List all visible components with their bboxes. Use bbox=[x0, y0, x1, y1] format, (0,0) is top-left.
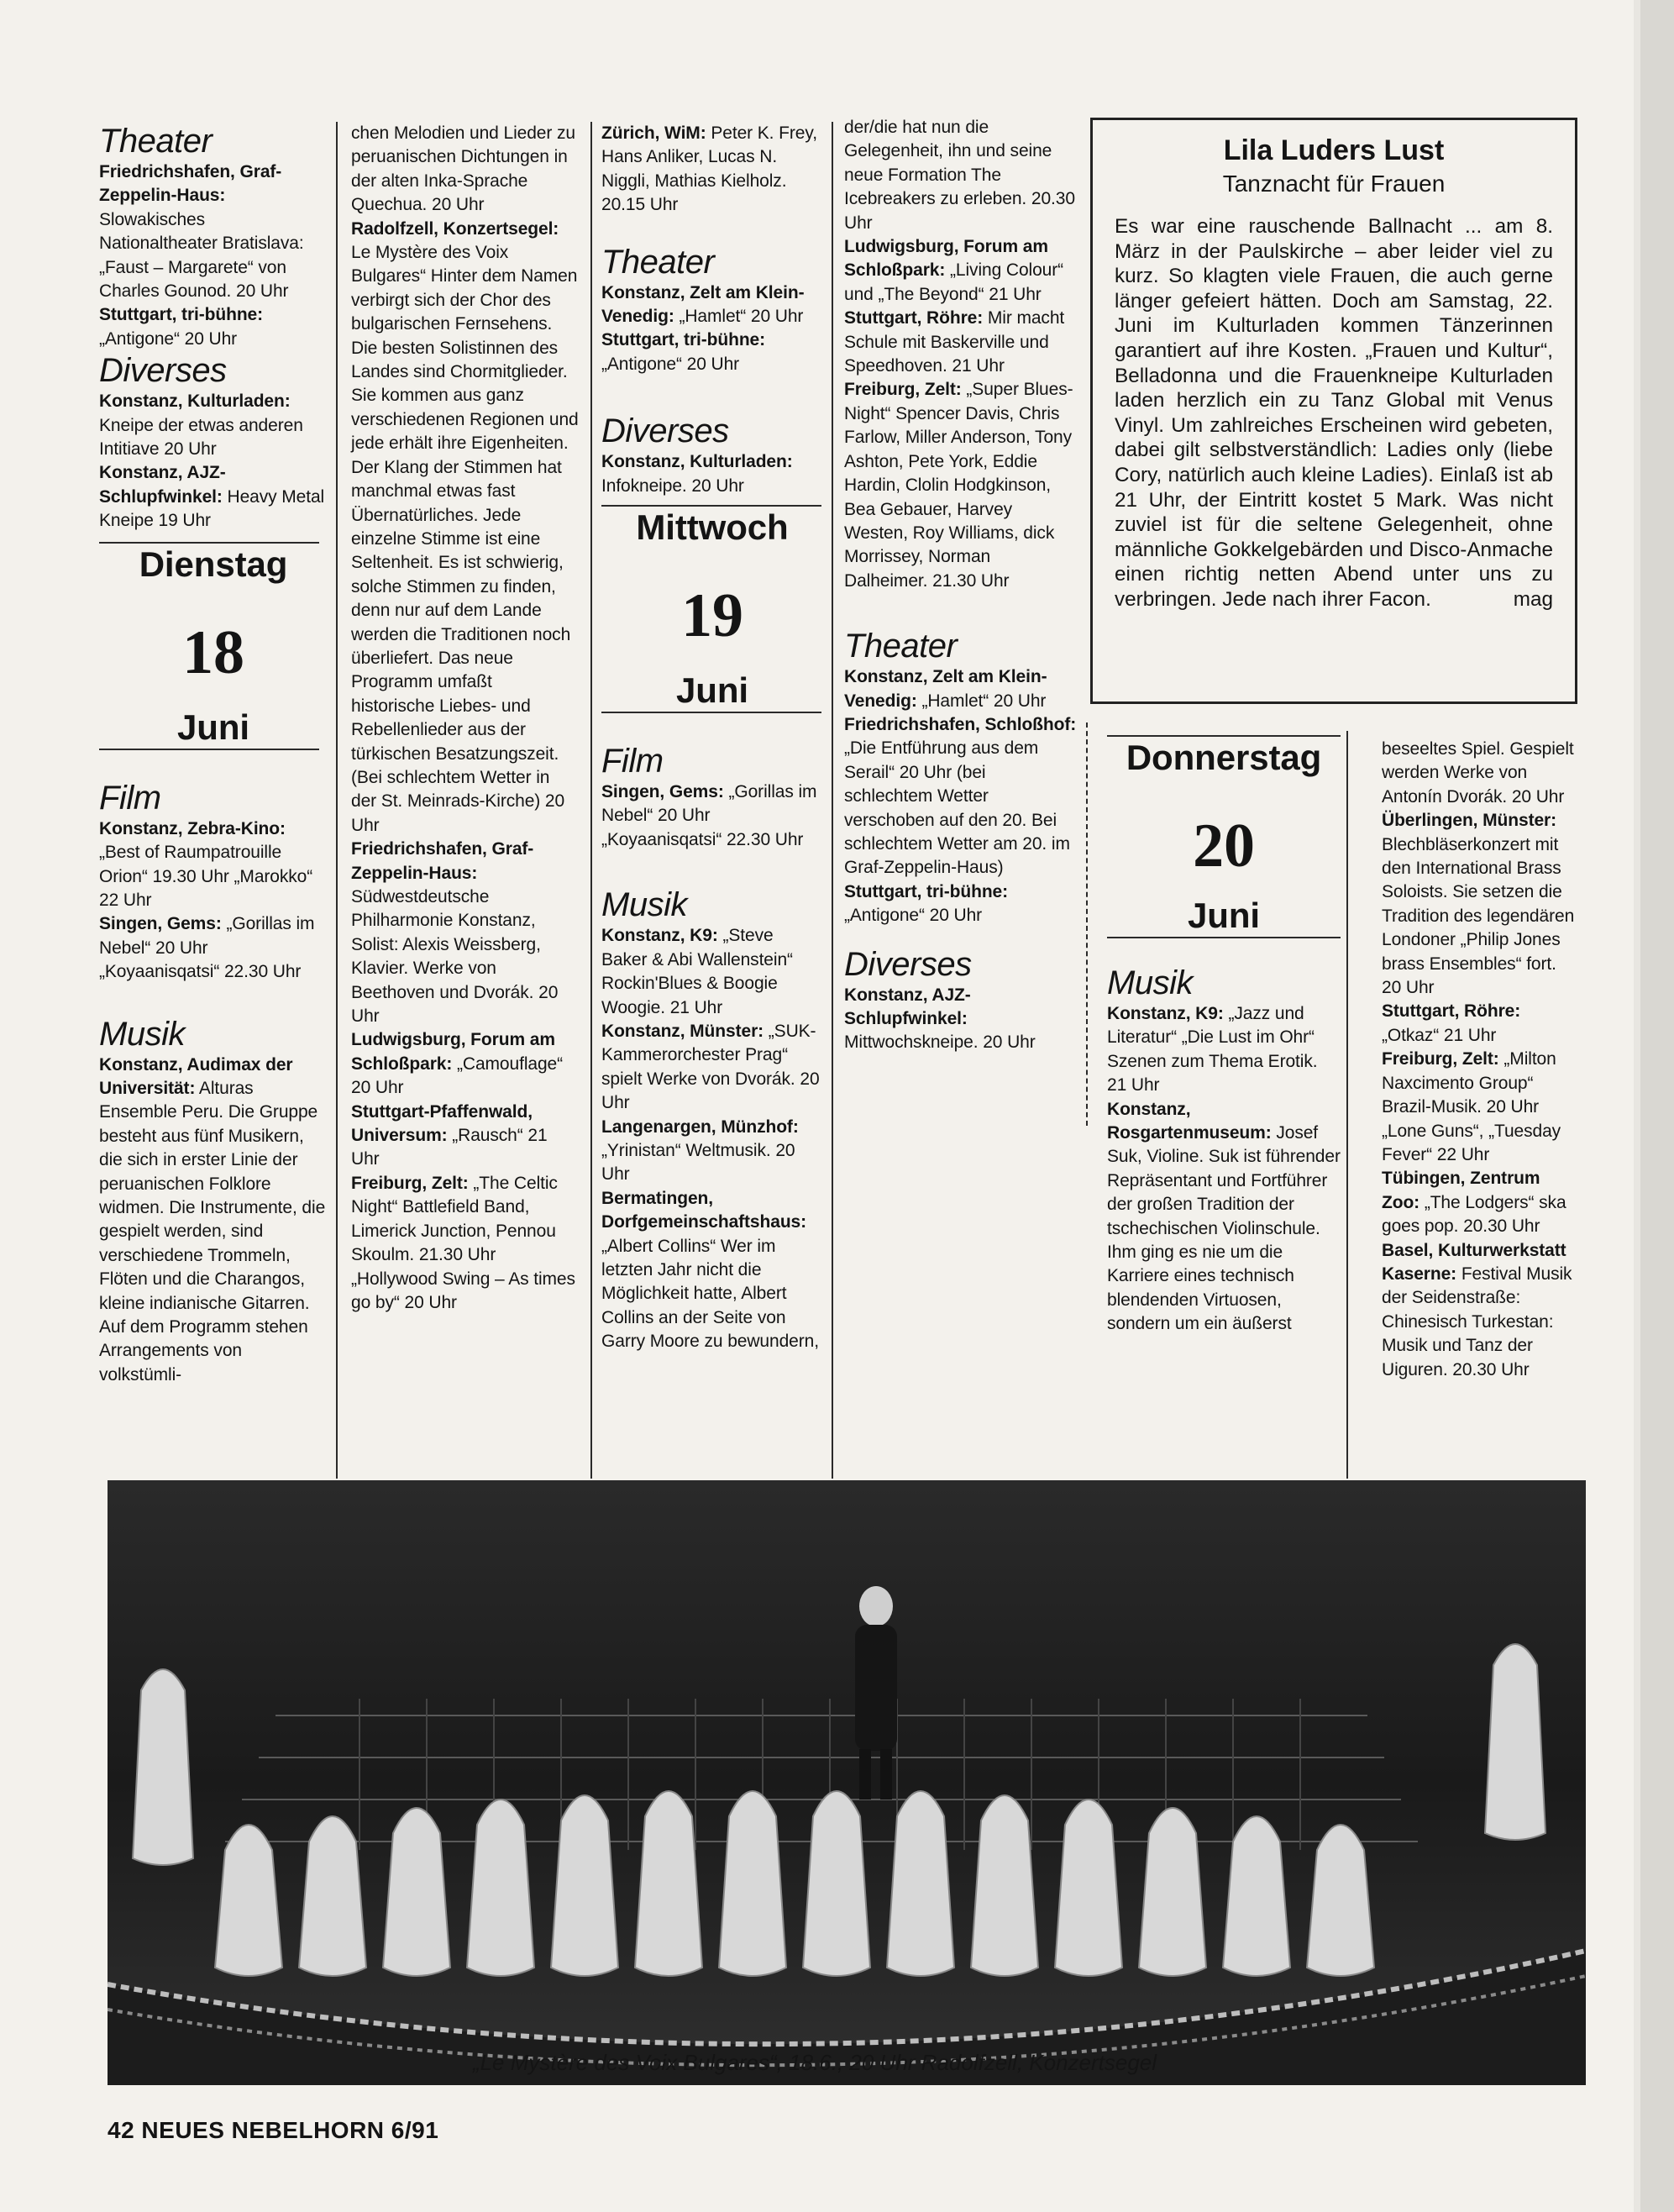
day-month: Juni bbox=[177, 707, 249, 747]
venue-label: Friedrichshafen, Graf-Zeppelin-Haus: bbox=[351, 839, 534, 883]
venue-label: Konstanz, Zebra-Kino: bbox=[99, 818, 286, 838]
venue-label: Singen, Gems: bbox=[601, 782, 724, 802]
listing-entry bbox=[1107, 1002, 1341, 1098]
feature-box bbox=[1090, 118, 1577, 704]
event-text: Le Mystère des Voix Bulgares“ Hinter dem Namen verbirgt sich der Chor des bulgarischen Fernsehens. Die besten Solistinnen des Landes sind Chormitglieder. Sie kommen aus ganz verschiedenen Regionen und jede erhält ihre Eigenheiten. Der Klang der Stimmen hat manchmal etwas fast Übernatürliches. Jede einzelne Stimme ist eine Seltenheit. Es ist schwierig, solche Stimmen zu finden, denn nur auf dem Lande werden die Traditionen noch überliefert. Das neue Programm umfaßt historische Liebes- und Rebellenlieder aus der türkischen Besatzungszeit.(Bei schlechtem Wetter in der St. Meinrads-Kirche) 20 Uhr bbox=[351, 243, 579, 835]
section-heading-theater: Theater bbox=[601, 243, 715, 281]
listing-entry bbox=[351, 1101, 580, 1172]
event-text: „Yrinistan“ Weltmusik. 20 Uhr bbox=[601, 1140, 795, 1185]
day-number: 19 bbox=[681, 581, 743, 651]
listing-entry bbox=[99, 817, 328, 913]
page-edge bbox=[1640, 0, 1674, 2212]
listing-entry bbox=[99, 160, 328, 303]
venue-label: Singen, Gems: bbox=[99, 914, 222, 934]
venue-label: Konstanz, Zelt am Klein-Venedig: bbox=[844, 667, 1047, 711]
entry-list bbox=[1382, 738, 1580, 1382]
venue-label: Konstanz, AJZ-Schlupfwinkel: bbox=[844, 985, 971, 1028]
section-heading-diverses: Diverses bbox=[601, 412, 729, 450]
day-rule-top bbox=[601, 505, 821, 507]
event-text: „Antigone“ 20 Uhr bbox=[844, 906, 983, 926]
entry-list bbox=[601, 122, 823, 218]
listing-entry bbox=[844, 116, 1078, 235]
entry-list bbox=[844, 116, 1078, 593]
photo-caption: „Le Mystère des Voix Bulgares“, 18.6., 20 Uhr Radolfzell, Konzertsegel bbox=[472, 2050, 1157, 2075]
event-text: Blechbläserkonzert mit den International Brass Soloists. Sie setzen die Tradition des legendären Londoner „Philip Jones brass Ensembles“ fort. 20 Uhr bbox=[1382, 834, 1575, 998]
listing-entry bbox=[844, 880, 1078, 928]
event-text: „Milton Naxcimento Group“ Brazil-Musik. 20 Uhr „Lone Guns“, „Tuesday Fever“ 22 Uhr bbox=[1382, 1049, 1561, 1164]
listing-entry bbox=[1382, 1167, 1580, 1238]
section-heading-theater: Theater bbox=[844, 628, 958, 665]
event-text: „Albert Collins“ Wer im letzten Jahr nicht die Möglichkeit hatte, Albert Collins an der Seite von Garry Moore zu bewundern, bbox=[601, 1236, 819, 1352]
event-text: „Rausch“ 21 Uhr bbox=[351, 1126, 548, 1169]
listing-entry bbox=[844, 665, 1078, 713]
venue-label: Stuttgart, Röhre: bbox=[1382, 1001, 1521, 1022]
column-3 bbox=[601, 122, 823, 1354]
listing-entry bbox=[601, 780, 823, 852]
entry-list bbox=[99, 817, 328, 985]
section-heading-musik: Musik bbox=[601, 886, 687, 924]
section-heading-diverses: Diverses bbox=[844, 945, 972, 983]
entry-list bbox=[99, 390, 328, 533]
venue-label: Ludwigsburg, Forum am Schloßpark: bbox=[351, 1030, 555, 1074]
day-weekday: Donnerstag bbox=[1126, 738, 1322, 777]
listing-entry bbox=[844, 378, 1078, 593]
venue-label: Konstanz, Zelt am Klein-Venedig: bbox=[601, 282, 805, 327]
listing-entry bbox=[601, 1187, 823, 1354]
section-heading-diverses: Diverses bbox=[99, 352, 227, 390]
venue-label: Bermatingen, Dorfgemeinschaftshaus: bbox=[601, 1188, 807, 1232]
entry-list bbox=[601, 924, 823, 1353]
section-heading-film: Film bbox=[601, 743, 664, 780]
event-text: „Jazz und Literatur“ „Die Lust im Ohr“ Szenen zum Thema Erotik. 21 Uhr bbox=[1107, 1004, 1318, 1095]
listing-entry bbox=[601, 281, 823, 329]
listing-entry bbox=[844, 307, 1078, 378]
listing-entry bbox=[844, 713, 1078, 880]
entry-list bbox=[99, 1053, 328, 1388]
listing-entry bbox=[601, 122, 823, 218]
page-edge-inner bbox=[1634, 0, 1640, 2212]
listing-entry bbox=[601, 328, 823, 376]
event-text: „Otkaz“ 21 Uhr bbox=[1382, 1025, 1497, 1045]
venue-label: Freiburg, Zelt: bbox=[844, 380, 962, 400]
listing-entry bbox=[99, 461, 328, 533]
event-text: „Hamlet“ 20 Uhr bbox=[916, 691, 1047, 711]
venue-label: Konstanz, Audimax der Universität: bbox=[99, 1054, 293, 1098]
entry-list bbox=[844, 665, 1078, 927]
venue-label: Konstanz, Münster: bbox=[601, 1021, 764, 1041]
event-text: „Living Colour“ und „The Beyond“ 21 Uhr bbox=[844, 260, 1064, 304]
event-text: „Steve Baker & Abi Wallenstein“ Rockin'Blues & Boogie Woogie. 21 Uhr bbox=[601, 926, 793, 1017]
event-text: der/die hat nun die Gelegenheit, ihn und seine neue Formation The Icebreakers zu erleben. 20.30 Uhr bbox=[844, 118, 1075, 233]
event-text: Josef Suk, Violine. Suk ist führender Repräsentant und Fortführer der großen Tradition der tschechischen Violinschule. Ihm ging es nie um die Karriere eines technisch blendenden Virtuosen, sondern um ein äußerst bbox=[1107, 1123, 1341, 1334]
column-2 bbox=[351, 122, 580, 1315]
column-4 bbox=[844, 116, 1078, 1055]
event-text: „Camouflage“ 20 Uhr bbox=[351, 1053, 564, 1098]
venue-label: Zürich, WiM: bbox=[601, 123, 706, 143]
entry-list bbox=[601, 450, 823, 498]
venue-label: Konstanz, Kulturladen: bbox=[601, 452, 793, 472]
listing-entry bbox=[1382, 738, 1580, 809]
listing-entry bbox=[351, 1172, 580, 1315]
column-6 bbox=[1382, 738, 1580, 1382]
page-footer: 42 NEUES NEBELHORN 6/91 bbox=[108, 2117, 439, 2143]
column-rule-2 bbox=[590, 122, 592, 1479]
section-heading-musik: Musik bbox=[99, 1015, 185, 1053]
venue-label: Konstanz, Kulturladen: bbox=[99, 391, 291, 412]
day-rule-bottom bbox=[601, 712, 821, 713]
choir-photo-illustration bbox=[108, 1480, 1586, 2085]
section-heading-theater: Theater bbox=[99, 123, 213, 160]
event-text: „Hamlet“ 20 Uhr bbox=[674, 307, 804, 327]
listing-entry bbox=[351, 122, 580, 218]
section-heading-film: Film bbox=[99, 779, 161, 817]
listing-entry bbox=[1382, 809, 1580, 1000]
event-text: beseeltes Spiel. Gespielt werden Werke von Antonín Dvorák. 20 Uhr bbox=[1382, 739, 1574, 807]
column-rule-4 bbox=[1086, 722, 1088, 1126]
event-text: Infokneipe. 20 Uhr bbox=[601, 476, 744, 496]
section-heading-musik: Musik bbox=[1107, 964, 1193, 1001]
event-text: „The Lodgers“ ska goes pop. 20.30 Uhr bbox=[1382, 1192, 1566, 1237]
venue-label: Konstanz, Rosgartenmuseum: bbox=[1107, 1099, 1272, 1143]
entry-list bbox=[351, 122, 580, 1315]
venue-label: Stuttgart, tri-bühne: bbox=[99, 305, 264, 325]
event-text: Südwestdeutsche Philharmonie Konstanz, Solist: Alexis Weissberg, Klavier. Werke von Beethoven und Dvorák. 20 Uhr bbox=[351, 887, 559, 1027]
venue-label: Konstanz, K9: bbox=[601, 926, 718, 946]
column-rule-5 bbox=[1346, 731, 1348, 1479]
event-text: „SUK-Kammerorchester Prag“ spielt Werke von Dvorák. 20 Uhr bbox=[601, 1021, 820, 1113]
box-author: mag bbox=[1513, 587, 1553, 611]
choir-photo bbox=[108, 1480, 1586, 2085]
listing-entry bbox=[844, 235, 1078, 307]
venue-label: Langenargen, Münzhof: bbox=[601, 1117, 799, 1137]
day-weekday: Dienstag bbox=[139, 544, 288, 584]
event-text: Peter K. Frey, Hans Anliker, Lucas N. Niggli, Mathias Kielholz. 20.15 Uhr bbox=[601, 123, 817, 215]
box-title: Lila Luders Lust bbox=[1223, 134, 1445, 166]
entry-list bbox=[99, 160, 328, 351]
event-text: Slowakisches Nationaltheater Bratislava: „Faust – Margarete“ von Charles Gounod. 20 Uhr bbox=[99, 209, 304, 302]
venue-label: Radolfzell, Konzertsegel: bbox=[351, 218, 559, 239]
venue-label: Basel, Kulturwerkstatt Kaserne: bbox=[1382, 1240, 1566, 1284]
event-text: „Antigone“ 20 Uhr bbox=[99, 328, 238, 349]
column-rule-3 bbox=[832, 122, 833, 1479]
event-text: „Gorillas im Nebel“ 20 Uhr „Koyaanisqatsi“ 22.30 Uhr bbox=[99, 914, 315, 982]
column-rule-1 bbox=[336, 122, 338, 1479]
event-text: Heavy Metal Kneipe 19 Uhr bbox=[99, 486, 325, 531]
listing-entry bbox=[601, 924, 823, 1020]
day-number: 18 bbox=[182, 617, 244, 687]
event-text: chen Melodien und Lieder zu peruanischen Dichtungen in der alten Inka-Sprache Quechua. 20 Uhr bbox=[351, 123, 575, 215]
event-text: Mir macht Schule mit Baskerville und Speedhoven. 21 Uhr bbox=[844, 308, 1065, 376]
day-rule-top bbox=[99, 542, 319, 544]
column-5 bbox=[1107, 735, 1341, 1337]
event-text: Kneipe der etwas anderen Intitiave 20 Uhr bbox=[99, 415, 303, 460]
venue-label: Freiburg, Zelt: bbox=[1382, 1049, 1499, 1069]
venue-label: Friedrichshafen, Graf-Zeppelin-Haus: bbox=[99, 162, 282, 206]
day-rule-top bbox=[1107, 735, 1341, 737]
venue-label: Konstanz, K9: bbox=[1107, 1004, 1224, 1023]
listing-entry bbox=[1382, 1239, 1580, 1382]
listing-entry bbox=[351, 838, 580, 1028]
venue-label: Freiburg, Zelt: bbox=[351, 1173, 469, 1193]
day-rule-bottom bbox=[99, 749, 319, 750]
listing-entry bbox=[351, 1028, 580, 1100]
day-rule-bottom bbox=[1107, 937, 1341, 938]
listing-entry bbox=[1382, 1000, 1580, 1048]
day-number: 20 bbox=[1193, 812, 1255, 880]
listing-entry bbox=[1107, 1098, 1341, 1337]
entry-list bbox=[844, 984, 1078, 1055]
venue-label: Stuttgart, Röhre: bbox=[844, 308, 984, 328]
day-weekday: Mittwoch bbox=[636, 507, 789, 548]
listing-entry bbox=[1382, 1048, 1580, 1167]
event-text: „Antigone“ 20 Uhr bbox=[601, 354, 740, 374]
event-text: „Super Blues-Night“ Spencer Davis, Chris Farlow, Miller Anderson, Tony Ashton, Pete York, Eddie Hardin, Clolin Hodgkinson, Bea Gebauer, Harvey Westen, Roy Williams, dick Morrissey, Norman Dalheimer. 21.30 Uhr bbox=[844, 380, 1073, 591]
venue-label: Konstanz, AJZ-Schlupfwinkel: bbox=[99, 463, 226, 507]
venue-label: Stuttgart-Pfaffenwald, Universum: bbox=[351, 1101, 533, 1146]
entry-list bbox=[1107, 1002, 1341, 1337]
event-text: „Best of Raumpatrouille Orion“ 19.30 Uhr „Marokko“ 22 Uhr bbox=[99, 843, 313, 910]
venue-label: Friedrichshafen, Schloßhof: bbox=[844, 714, 1077, 734]
event-text: Mittwochskneipe. 20 Uhr bbox=[844, 1032, 1036, 1053]
box-subtitle: Tanznacht für Frauen bbox=[1222, 171, 1446, 197]
day-month: Juni bbox=[676, 670, 748, 711]
listing-entry bbox=[99, 912, 328, 984]
listing-entry bbox=[844, 984, 1078, 1055]
event-text: „Gorillas im Nebel“ 20 Uhr „Koyaanisqatsi“ 22.30 Uhr bbox=[601, 782, 817, 849]
listing-entry bbox=[99, 390, 328, 461]
event-text: „The Celtic Night“ Battlefield Band, Limerick Junction, Pennou Skoulm. 21.30 Uhr „Hollywood Swing – As times go by“ 20 Uhr bbox=[351, 1173, 575, 1312]
box-body: Es war eine rauschende Ballnacht ... am 8. März in der Paulskirche – aber leider viel zu kurz. So klagten viele Frauen, die auch gerne länger gefeiert hätten. Doch am Samstag, 22. Juni im Kulturladen kommen Tänzerinnen garantiert auf ihre Kosten. „Frauen und Kultur“, Belladonna und die Frauenkneipe Kulturladen laden herzlich ein zu Tanz Global mit Venus Vinyl. Um zahlreiches Erscheinen wird gebeten, dabei gilt selbstverständlich: Ladies only (liebe Cory, natürlich auch kleine Ladies). Einlaß ist ab 21 Uhr, der Eintritt kostet 5 Mark. Was nicht zuviel ist für die seltene Gelegenheit, ohne männliche Gokkelgebärden und Disco-Anmache einen richtig netten Abend unter uns zu verbringen. Jede nach ihrer Facon. mag bbox=[1115, 215, 1553, 611]
day-month: Juni bbox=[1188, 896, 1260, 935]
listing-entry bbox=[351, 218, 580, 838]
venue-label: Ludwigsburg, Forum am Schloßpark: bbox=[844, 237, 1048, 281]
venue-label: Überlingen, Münster: bbox=[1382, 811, 1557, 831]
entry-list bbox=[601, 281, 823, 377]
listing-entry bbox=[601, 1116, 823, 1187]
listing-entry bbox=[601, 1020, 823, 1116]
column-1 bbox=[99, 122, 328, 1387]
listing-entry bbox=[99, 303, 328, 351]
venue-label: Stuttgart, tri-bühne: bbox=[601, 330, 766, 350]
listing-entry bbox=[99, 1053, 328, 1388]
event-text: Festival Musik der Seidenstraße: Chinesisch Turkestan: Musik und Tanz der Uiguren. 20.30 Uhr bbox=[1382, 1264, 1572, 1379]
event-text: „Die Entführung aus dem Serail“ 20 Uhr (bei schlechtem Wetter verschoben auf den 20. Bei schlechtem Wetter am 20. im Graf-Zeppelin-Haus) bbox=[844, 738, 1070, 878]
event-text: Alturas Ensemble Peru. Die Gruppe besteht aus fünf Musikern, die sich in erster Linie der peruanischen Folklore widmen. Die Instrumente, die gespielt werden, sind verschiedene Trommeln, Flöten und die Charangos, kleine indianische Gitarren. Auf dem Programm stehen Arrangements von volkstümli- bbox=[99, 1078, 326, 1384]
listing-entry bbox=[601, 450, 823, 498]
venue-label: Tübingen, Zentrum Zoo: bbox=[1382, 1169, 1540, 1212]
venue-label: Stuttgart, tri-bühne: bbox=[844, 881, 1009, 901]
entry-list bbox=[601, 780, 823, 852]
